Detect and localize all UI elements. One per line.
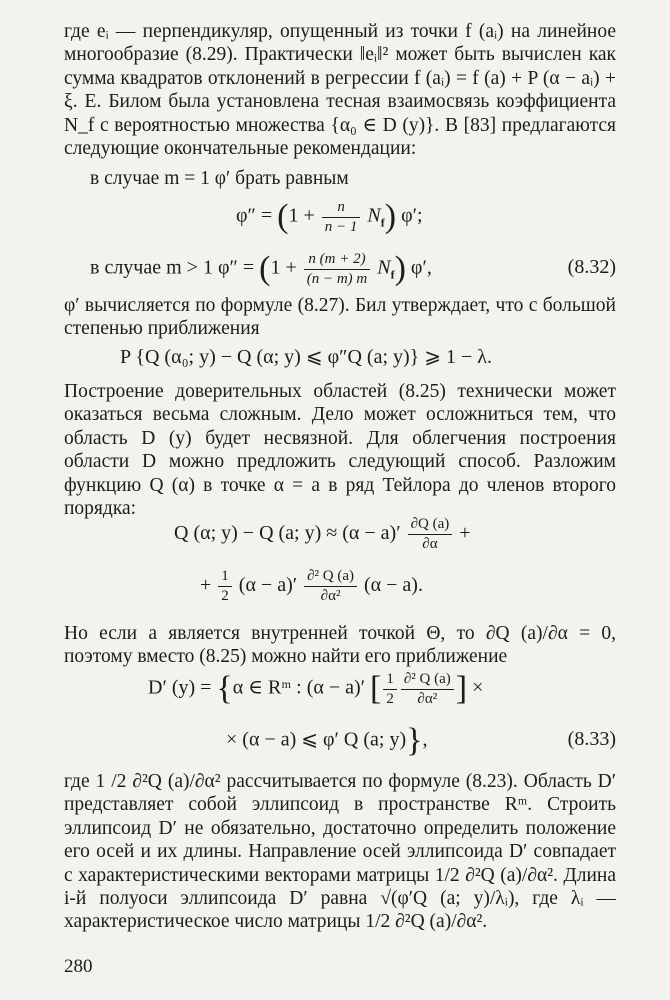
eq1-frac-den: n − 1 (324, 218, 358, 235)
eq1-one: 1 + (288, 204, 320, 227)
page-number: 280 (64, 956, 93, 977)
eq2-open-paren: ( (259, 250, 271, 287)
eq4-left: Q (α; y) − Q (a; y) ≈ (α − a)′ (174, 522, 406, 545)
eq5-frac-num: ∂² Q (a) (304, 568, 357, 587)
eq6-fraction (401, 671, 454, 708)
eq6-frac-num: ∂² Q (a) (401, 671, 454, 690)
eq1-frac-num: n (322, 199, 361, 218)
eq2-frac-den: (n − m) m (306, 270, 368, 287)
eq5-half (218, 568, 232, 605)
eq6-half (383, 671, 397, 708)
eq1-nf: N (362, 204, 381, 227)
eq1-open-paren: ( (277, 198, 289, 235)
eq5-fraction (304, 568, 357, 605)
eq2-nf-sub: f (390, 267, 395, 282)
equation-probability: P {Q (α₀; y) − Q (α; y) ⩽ φ″Q (a; y)} ⩾ 1 − λ. (120, 346, 492, 368)
equation-number-8-32: (8.32) (567, 256, 616, 278)
case-m-equals-1: в случае m = 1 φ′ брать равным (90, 168, 349, 189)
eq5-frac-den: ∂α² (320, 588, 341, 604)
equation-8-33 (226, 722, 616, 760)
eq2-lead: в случае m > 1 φ″ = (90, 256, 260, 279)
eq4-tail: + (454, 522, 471, 545)
eq2-fraction (304, 251, 371, 288)
eq6-bracket-open: [ (370, 670, 382, 707)
equation-phi-case1 (236, 198, 423, 236)
eq4-fraction (408, 516, 453, 553)
paragraph-interior-point: Но если a является внутренней точкой Θ, то ∂Q (a)/∂α = 0, поэтому вместо (8.25) можно найти его приближение (64, 623, 616, 668)
paragraph-ellipsoid: где 1 /2 ∂²Q (a)/∂α² рассчитывается по формуле (8.23). Область D′ представляет собой эллипсоид в пространстве Rᵐ. Строить эллипсоид D′ не обязательно, достаточно определить положение его осей и их длины. Направление осей эллипсоида D′ совпадает с характеристическими векторами матрицы 1/2 ∂²Q (a)/∂α². Длина i-й полуоси эллипсоида D′ равна √(φ′Q (a; y)/λᵢ), где λᵢ — характеристическое число матрицы 1/2 ∂²Q (a)/∂α². (64, 771, 616, 933)
eq5-mid: (α − a)′ (233, 574, 303, 597)
paragraph-intro: где eᵢ — перпендикуляр, опущенный из точки f (aᵢ) на линейное многообразие (8.29). Практически ‖eᵢ‖² может быть вычислен как сумма квадратов отклонений в регрессии f (aᵢ) = f (a) + P (α − aᵢ) + ξ. Е. Билом была установлена тесная взаимосвязь коэффициента N_f с вероятностью множества {α₀ ∈ D (y)}. В [83] предлагаются следующие окончательные рекомендации: (64, 21, 616, 160)
eq5-tail: (α − a). (359, 574, 423, 597)
equation-taylor-line2 (200, 568, 423, 605)
eq6-brace-open: { (216, 670, 233, 707)
eq1-nf-sub: f (380, 215, 385, 230)
eq6-tail: × (467, 676, 484, 699)
eq2-one: 1 + (270, 256, 302, 279)
eq1-fraction (322, 199, 361, 236)
equation-8-32 (90, 250, 616, 288)
equation-number-8-33: (8.33) (567, 728, 616, 750)
eq7-brace-close: } (406, 722, 423, 759)
eq2-nf: N (372, 256, 391, 279)
eq5-half-num: 1 (218, 568, 232, 587)
eq6-half-num: 1 (383, 671, 397, 690)
eq2-frac-num: n (m + 2) (304, 251, 371, 270)
equation-ellipsoid-line1 (148, 670, 483, 708)
eq7-text: × (α − a) ⩽ φ′ Q (a; y) (226, 728, 407, 751)
equation-taylor-line1 (174, 516, 471, 553)
eq2-tail: φ′, (405, 256, 432, 279)
eq7-comma: , (422, 728, 428, 751)
eq4-frac-num: ∂Q (a) (408, 516, 453, 535)
eq6-half-den: 2 (386, 690, 394, 707)
eq6-frac-den: ∂α² (417, 690, 438, 707)
eq2-close-paren: ) (394, 250, 406, 287)
eq1-close-paren: ) (384, 198, 397, 235)
eq5-half-den: 2 (221, 588, 229, 604)
paragraph-construction: Построение доверительных областей (8.25) технически может оказаться весьма сложным. Дело может осложниться тем, что область D (y) будет несвязной. Для облегчения построения области D можно предложить следующий способ. Разложим функцию Q (α) в точке α = a в ряд Тейлора до членов второго порядка: (64, 381, 616, 520)
eq5-lead: + (200, 574, 217, 597)
eq1-lhs: φ″ = (236, 204, 278, 227)
eq6-lead: D′ (y) = (148, 676, 217, 699)
paragraph-bil: φ′ вычисляется по формуле (8.27). Бил утверждает, что с большой степенью приближения (64, 295, 616, 340)
eq6-set: α ∈ Rᵐ : (α − a)′ (232, 676, 371, 699)
eq4-frac-den: ∂α (422, 536, 438, 552)
eq1-tail: φ′; (396, 204, 423, 227)
eq6-bracket-close: ] (455, 670, 468, 707)
